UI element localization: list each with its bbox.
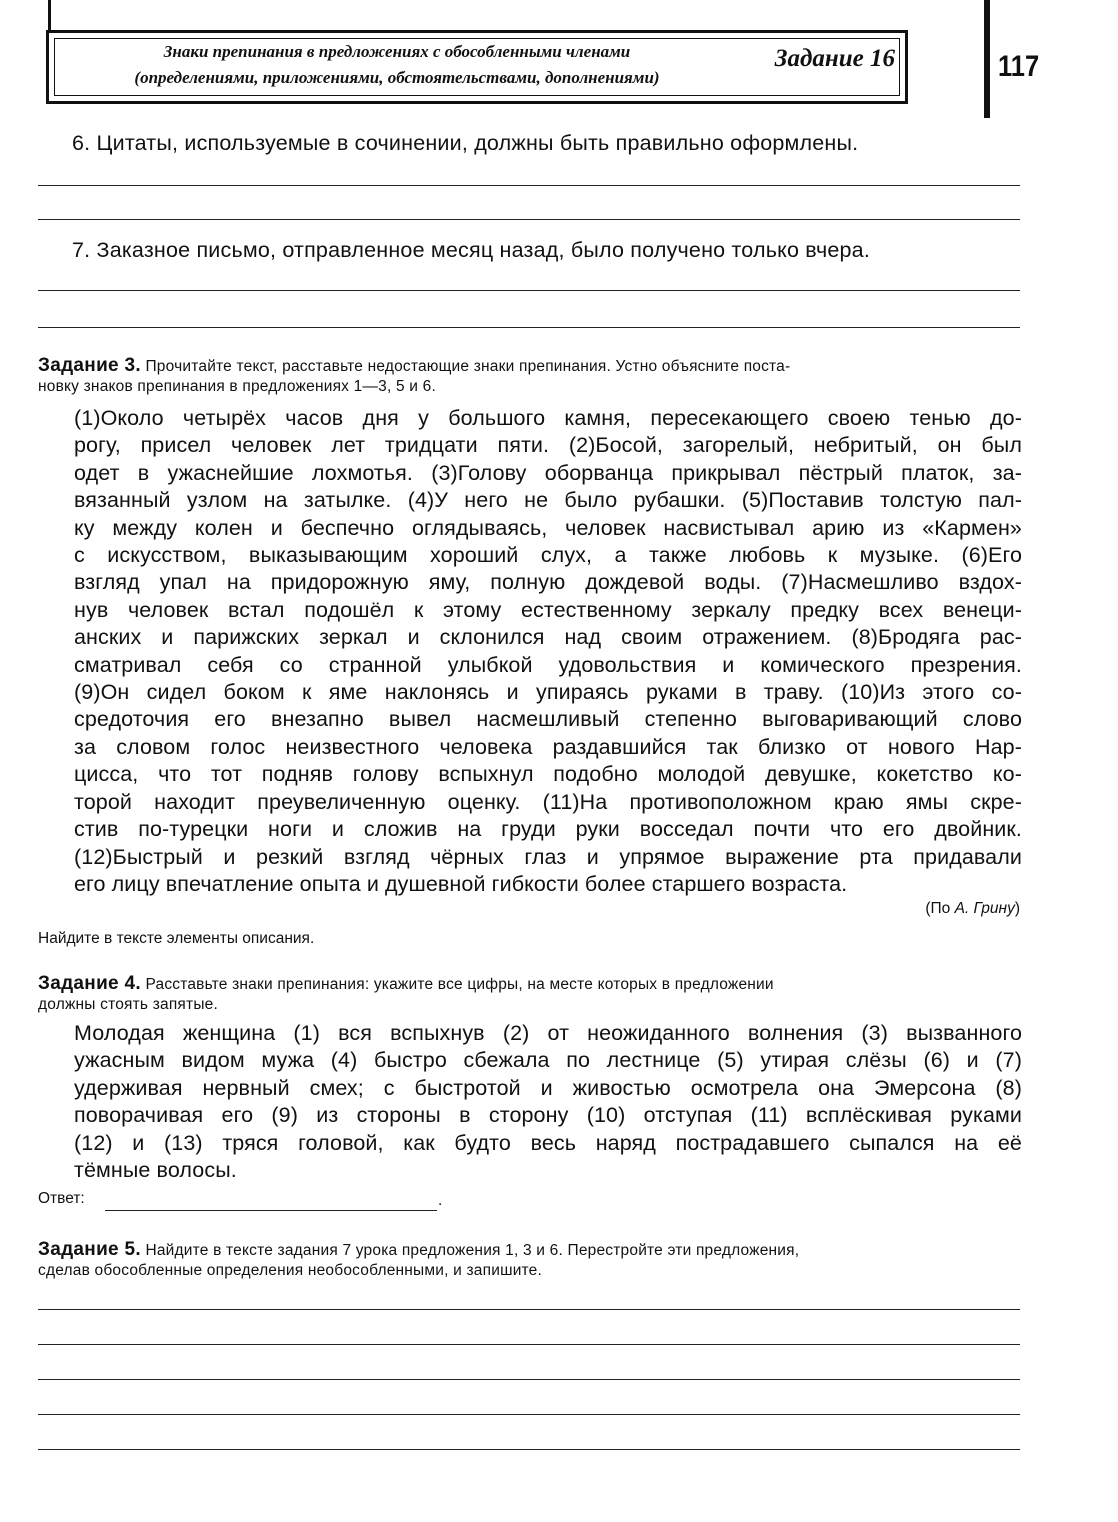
- task-3-instruction-cont: новку знаков препинания в предложениях 1—3, 5 и 6.: [38, 378, 436, 395]
- attribution-suffix: ): [1014, 900, 1020, 917]
- writing-line[interactable]: [38, 327, 1020, 328]
- writing-line[interactable]: [38, 219, 1020, 220]
- text-line: удерживая нервный смех; с быстротой и живостью осмотрела она Эмерсона (8): [74, 1075, 1022, 1100]
- answer-input-line[interactable]: [105, 1210, 437, 1211]
- task-4-label: Задание 4.: [38, 973, 141, 994]
- task-3-instruction: Прочитайте текст, расставьте недостающие знаки препинания. Устно объясните поста-: [145, 358, 791, 375]
- task-3-find: Найдите в тексте элементы описания.: [38, 930, 315, 947]
- writing-line[interactable]: [38, 1414, 1020, 1415]
- writing-line[interactable]: [38, 185, 1020, 186]
- text-line: с искусством, выказывающим хороший слух, а также любовь к музыке. (6)Его: [74, 543, 1022, 568]
- text-line: за словом голос неизвестного человека раздавшийся так близко от нового Нар-: [74, 734, 1022, 759]
- task-4-text: [74, 1020, 1022, 1184]
- task-4-instruction: Расставьте знаки препинания: укажите все цифры, на месте которых в предложении: [145, 976, 774, 993]
- task-5-heading: [38, 1240, 1023, 1281]
- text-line: тёмные волосы.: [74, 1158, 237, 1183]
- task-5-instruction: Найдите в тексте задания 7 урока предложения 1, 3 и 6. Перестройте эти предложения,: [145, 1242, 800, 1259]
- text-line: ку между колен и беспечно оглядываясь, человек насвистывал арию из «Кармен»: [74, 515, 1022, 540]
- text-line: одет в ужаснейшие лохмотья. (3)Голову оборванца прикрывал пёстрый платок, за-: [74, 460, 1022, 485]
- writing-line[interactable]: [38, 1449, 1020, 1450]
- writing-line[interactable]: [38, 1309, 1020, 1310]
- text-line: рогу, присел человек лет тридцати пяти. (2)Босой, загорелый, небритый, он был: [74, 433, 1022, 458]
- text-line: вязанный узлом на затылке. (4)У него не было рубашки. (5)Поставив толстую пал-: [74, 488, 1022, 513]
- attribution-prefix: (По: [925, 900, 955, 917]
- header-topic-line-2: (определениями, приложениями, обстоятельствами, дополнениями): [134, 68, 660, 87]
- text-line: средоточия его внезапно вывел насмешливый степенно выговаривающий слово: [74, 707, 1022, 732]
- text-line: (12) и (13) тряся головой, как будто весь наряд пострадавшего сыпался на её: [74, 1130, 1022, 1155]
- text-line: сматривал себя со странной улыбкой удовольствия и комического презрения.: [74, 652, 1022, 677]
- attribution-author: А. Грину: [954, 900, 1015, 917]
- page-number: 117: [998, 50, 1040, 83]
- text-line: поворачивая его (9) из стороны в сторону (10) отступая (11) всплёскивая руками: [74, 1103, 1022, 1128]
- text-line: нув человек встал подошёл к этому естественному зеркалу предку всех венеци-: [74, 597, 1022, 622]
- sentence-7: 7. Заказное письмо, отправленное месяц назад, было получено только вчера.: [72, 238, 871, 262]
- text-line: ужасным видом мужа (4) быстро сбежала по лестнице (5) утирая слёзы (6) и (7): [74, 1048, 1022, 1073]
- header-left-rule: [48, 0, 51, 30]
- header-topic: [57, 39, 737, 91]
- answer-label: Ответ:: [38, 1190, 85, 1207]
- text-line: (1)Около четырёх часов дня у большого камня, пересекающего своею тенью до-: [74, 406, 1022, 430]
- text-line: его лицу впечатление опыта и душевной гибкости более старшего возраста.: [74, 871, 848, 896]
- answer-end: .: [438, 1192, 443, 1209]
- text-line: стив по-турецки ноги и сложив на груди руки восседал почти что его двойник.: [74, 817, 1022, 842]
- text-line: торой находит преувеличенную оценку. (11)На противоположном краю ямы скре-: [74, 789, 1022, 814]
- task-3-attribution: [925, 900, 1020, 918]
- header-task-label: Задание 16: [774, 45, 895, 72]
- text-line: Молодая женщина (1) вся вспыхнув (2) от неожиданного волнения (3) вызванного: [74, 1021, 1022, 1045]
- sentence-6: 6. Цитаты, используемые в сочинении, должны быть правильно оформлены.: [72, 131, 859, 155]
- text-line: (12)Быстрый и резкий взгляд чёрных глаз и упрямое выражение рта придавали: [74, 844, 1022, 869]
- writing-line[interactable]: [38, 1379, 1020, 1380]
- task-4-instruction-cont: должны стоять запятые.: [38, 996, 218, 1013]
- writing-line[interactable]: [38, 290, 1020, 291]
- header-right-rule: [984, 0, 990, 118]
- task-5-instruction-cont: сделав обособленные определения необособленными, и запишите.: [38, 1262, 543, 1279]
- text-line: взгляд упал на придорожную яму, полную дождевой воды. (7)Насмешливо вздох-: [74, 570, 1022, 595]
- text-line: (9)Он сидел боком к яме наклонясь и упираясь руками в траву. (10)Из этого со-: [74, 680, 1022, 705]
- header-box: [46, 30, 908, 104]
- task-5-label: Задание 5.: [38, 1239, 141, 1260]
- task-3-label: Задание 3.: [38, 355, 141, 376]
- text-line: цисса, что тот подняв голову вспыхнул подобно молодой девушке, кокетство ко-: [74, 762, 1022, 787]
- writing-line[interactable]: [38, 1344, 1020, 1345]
- task-3-text: [74, 405, 1022, 898]
- task-4-heading: [38, 974, 1023, 1015]
- text-line: анских и парижских зеркал и склонился над своим отражением. (8)Бродяга рас-: [74, 625, 1022, 650]
- header-topic-line-1: Знаки препинания в предложениях с обособленными членами: [163, 42, 631, 61]
- task-3-heading: [38, 356, 1023, 397]
